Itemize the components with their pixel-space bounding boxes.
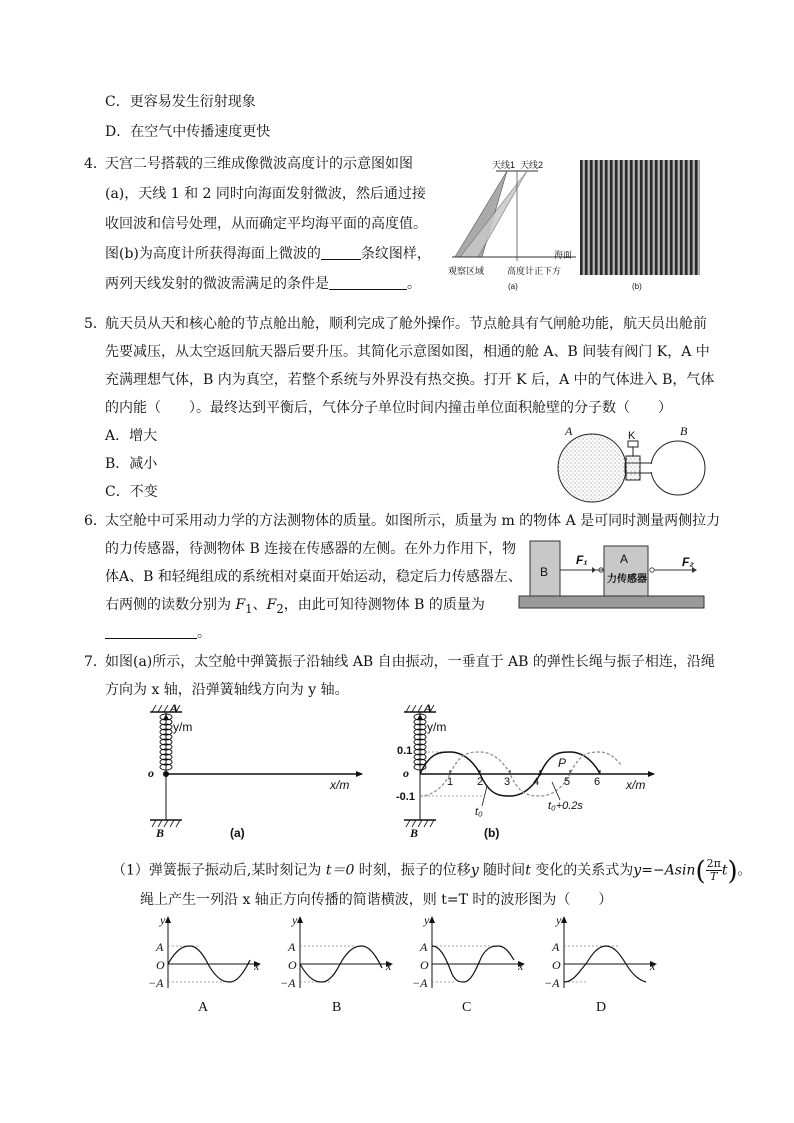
q6-f2-sub: 2 [276, 601, 284, 616]
q7-t0: t＝0 [325, 862, 355, 879]
pipe-join-b [650, 464, 653, 472]
q5-line-1: 航天员从天和核心舱的节点舱出舱，顺利完成了舱外操作。节点舱具有气闸舱功能，航天员出舱前 [105, 316, 707, 332]
graph-a[interactable] [165, 916, 261, 988]
graph-b-o: O [288, 958, 297, 972]
table-top [519, 596, 704, 608]
q7-formula-t: t [721, 862, 728, 879]
fig-b-caption: (b) [484, 826, 500, 840]
fig-b-caption: (b) [632, 282, 642, 291]
q6-line-3: 体A、B 和轻绳组成的系统相对桌面开始运动，稳定后力传感器左、 [105, 569, 522, 585]
fraction [706, 858, 722, 883]
fig-a-caption: (a) [508, 282, 518, 291]
fig-b-a-label: A [424, 701, 433, 715]
fig-b-plus-01: 0.1 [397, 745, 413, 757]
paren-right: ) [727, 856, 738, 887]
t02-leader [552, 782, 560, 800]
tick-6: 6 [594, 776, 601, 788]
graph-c-o: O [420, 958, 429, 972]
q4-line-1: 天宫二号搭载的三维成像微波高度计的示意图如图 [105, 156, 413, 172]
q7-sub2-line: 绳上产生一列沿 x 轴正方向传播的简谐横波，则 t=T 时的波形图为（ ） [140, 892, 613, 908]
frac-denominator: T [710, 870, 718, 883]
q4-line-5-end: 。 [407, 276, 421, 292]
paren-left: ( [695, 856, 706, 887]
q4-blank-2[interactable] [329, 275, 407, 290]
q6-line-4-text: 右两侧的读数分别为 [105, 597, 236, 613]
valve-k-label: K [628, 430, 636, 442]
antenna1-label: 天线1 [492, 160, 516, 170]
fig-a-ylabel: y/m [173, 720, 193, 734]
q7-sub1-line [112, 856, 752, 887]
q6-sep: 、 [252, 597, 267, 613]
below-label: 高度计正下方 [507, 266, 562, 276]
graph-c-pa: A [420, 940, 428, 954]
q5-line-2: 先要减压，从太空返回航天器后要升压。其简化示意图如图，相通的舱 A、B 间装有阀门 K，A 中 [105, 344, 710, 360]
fig-b-ylabel: y/m [427, 720, 447, 734]
graph-a-pa: A [156, 940, 164, 954]
graph-a-label: A [198, 1000, 209, 1015]
fig-a-origin: o [148, 766, 154, 780]
q5-option-b: B．减小 [105, 456, 158, 472]
q6-line-4 [105, 595, 485, 619]
fig-b-minus-01: -0.1 [396, 791, 415, 803]
antenna2-label: 天线2 [520, 160, 544, 170]
fig-a-caption: (a) [230, 826, 245, 840]
graph-b-y: y [292, 913, 298, 927]
x-arrow [648, 771, 655, 777]
chamber-b-label: B [680, 424, 688, 438]
frac-numerator: 2π [706, 857, 721, 870]
t0-leader [482, 786, 487, 806]
q4-blank-1[interactable] [321, 245, 361, 260]
y-arrow [163, 714, 169, 720]
q5-option-a: A．增大 [105, 428, 158, 444]
x-arrow [356, 771, 363, 777]
graph-d-ma: −A [544, 976, 560, 990]
q6-line-5 [105, 623, 211, 643]
t0-plus-label: t₀+0.2s [548, 800, 583, 812]
graph-a-o: O [156, 958, 165, 972]
q7-y: y [470, 862, 479, 879]
fig-a-xlabel: x/m [330, 778, 350, 792]
q4-line-4 [105, 244, 431, 264]
q7-sub1-text-a: （1）弹簧振子振动后,某时刻记为 [112, 862, 326, 879]
q7-line-1: 如图(a)所示，太空舱中弹簧振子沿轴线 AB 自由振动，一垂直于 AB 的弹性长绳与振子相连，沿绳 [105, 654, 715, 670]
graph-a-x: x [254, 959, 260, 973]
q6-line-2: 的力传感器，待测物体 B 连接在传感器的左侧。在外力作用下，物 [105, 541, 517, 557]
point-p-label: P [558, 756, 567, 770]
hook-right [650, 568, 654, 572]
graph-d-o: O [552, 958, 561, 972]
graph-d-label: D [596, 1000, 607, 1015]
q4-line-2: (a)，天线 1 和 2 同时向海面发射微波，然后通过接 [105, 186, 426, 202]
fig-a-b-label: B [156, 826, 165, 840]
graph-b-x: x [386, 959, 392, 973]
q7-line-2: 方向为 x 轴，沿弹簧轴线方向为 y 轴。 [105, 682, 349, 698]
q7-sub1-text-d: 变化的关系式为 [530, 862, 634, 879]
q6-line-1: 太空舱中可采用动力学的方法测物体的质量。如图所示，质量为 m 的物体 A 是可同时测量两侧拉力 [105, 513, 721, 529]
fig-b-xlabel: x/m [626, 778, 646, 792]
q7-t: t [525, 862, 531, 879]
q6-f2: F [266, 597, 277, 613]
q4-line-5 [105, 274, 421, 294]
q7-sub1-text-b: 时刻，振子的位移 [354, 862, 471, 879]
graph-a-y: y [160, 913, 166, 927]
graph-d-pa: A [552, 940, 560, 954]
sea-label: 海面 [554, 250, 573, 260]
graph-b-label: B [332, 1000, 342, 1015]
q3-option-d: D．在空气中传播速度更快 [105, 124, 271, 140]
q6-f1-sub: 1 [245, 601, 253, 616]
q4-number: 4． [84, 156, 107, 172]
q7-option-graphs [140, 914, 670, 992]
q4-figure-b-fringes [580, 160, 700, 275]
q7-number: 7． [84, 654, 107, 670]
q6-blank[interactable] [105, 624, 197, 639]
sensor-label: 力传感器 [607, 574, 647, 585]
block-b-label: B [540, 565, 549, 579]
graph-b[interactable] [297, 916, 393, 988]
q5-number: 5． [84, 316, 107, 332]
chamber-a-label: A [565, 424, 573, 438]
graph-b-pa: A [288, 940, 296, 954]
fig-b-b-label: B [410, 826, 419, 840]
q7-sub1-text-c: 随时间 [478, 862, 526, 879]
q6-end: 。 [197, 625, 211, 641]
tick-4: 4 [533, 776, 540, 788]
q5-line-4: 的内能（ ）。最终达到平衡后，气体分子单位时间内撞击单位面积舱壁的分子数（ ） [105, 400, 672, 416]
tick-2: 2 [477, 776, 484, 788]
f1-label: F₁ [576, 553, 588, 567]
graph-c-y: y [424, 913, 430, 927]
q4-line-4-end: 条纹图样， [360, 246, 431, 262]
q4-line-4-text: 图(b)为高度计所获得海面上微波的 [105, 246, 321, 262]
graph-c-x: x [518, 959, 524, 973]
q7-sub1-end: 。 [737, 862, 752, 879]
sensor-a-label: A [620, 552, 629, 566]
y-arrow [417, 714, 423, 720]
graph-c-ma: −A [412, 976, 428, 990]
q4-line-5-text: 两列天线发射的微波需满足的条件是 [105, 276, 329, 292]
graph-c-label: C [462, 1000, 472, 1015]
graph-c[interactable] [429, 916, 525, 988]
fig-b-origin: o [403, 766, 409, 780]
f1-arrowhead [592, 567, 596, 573]
graph-d-x: x [650, 959, 656, 973]
valve-k [626, 456, 640, 480]
tick-1: 1 [447, 776, 454, 788]
q6-number: 6． [84, 513, 107, 529]
observe-area-label: 观察区域 [448, 266, 485, 276]
tick-3: 3 [504, 776, 511, 788]
graph-b-ma: −A [280, 976, 296, 990]
graph-a-ma: −A [148, 976, 164, 990]
t0-label: t₀ [475, 806, 483, 818]
tick-5: 5 [564, 776, 571, 788]
q6-line-4-end: ，由此可知待测物体 B 的质量为 [283, 597, 485, 613]
q5-line-3: 充满理想气体，B 内为真空，若整个系统与外界没有热交换。打开 K 后，A 中的气体进入 B，气体 [105, 372, 715, 388]
q5-option-c: C．不变 [105, 484, 158, 500]
fig-a-a-label: A [170, 701, 179, 715]
q3-option-c: C．更容易发生衍射现象 [105, 94, 256, 110]
q7-formula: y=−Asin [633, 862, 696, 879]
chamber-a [558, 434, 626, 502]
q4-line-3: 收回波和信号处理，从而确定平均海平面的高度值。 [105, 216, 427, 232]
graph-d-y: y [556, 913, 562, 927]
chamber-b [651, 441, 705, 495]
q6-f1: F [235, 597, 246, 613]
f2-label: F₂ [682, 555, 694, 569]
graph-d[interactable] [561, 916, 657, 988]
